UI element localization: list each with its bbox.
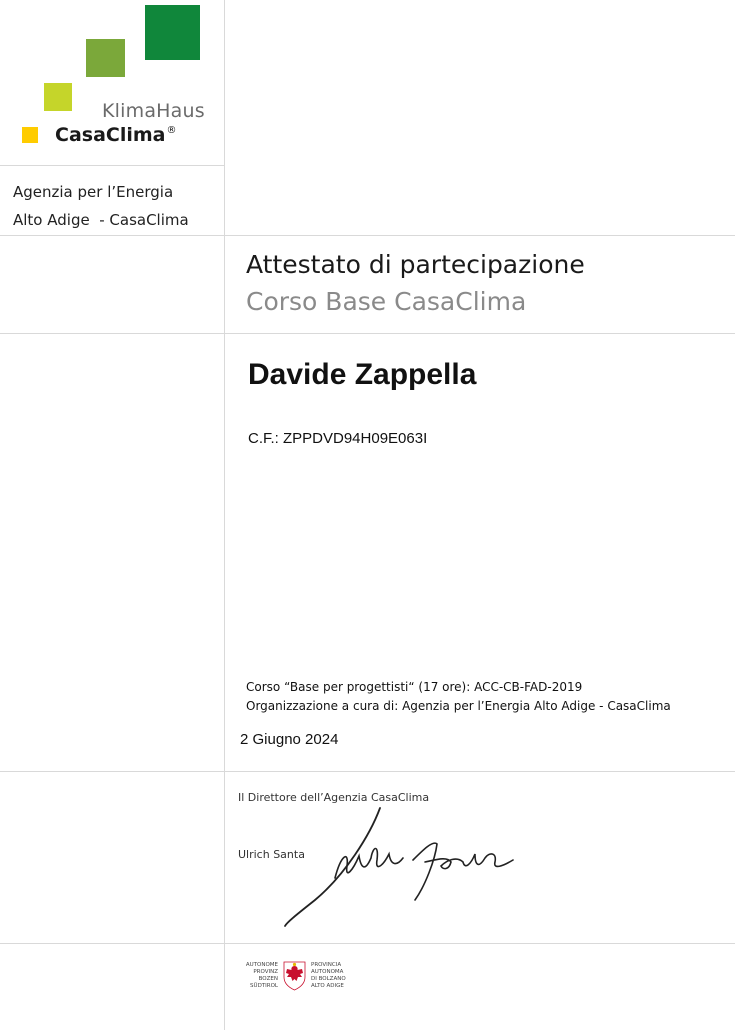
participant-name: Davide Zappella xyxy=(248,358,477,391)
column-divider xyxy=(224,0,225,1030)
row-divider xyxy=(0,333,735,334)
logo-klimahaus-text: KlimaHaus xyxy=(102,100,205,122)
signer-name: Ulrich Santa xyxy=(238,848,305,861)
handwritten-signature xyxy=(275,800,525,930)
logo-casaclima-text: CasaClima® xyxy=(55,124,177,146)
row-divider xyxy=(0,771,735,772)
certificate-title: Attestato di partecipazione xyxy=(246,250,585,279)
logo-square-lime xyxy=(44,83,72,111)
agency-name xyxy=(13,178,189,234)
course-line-2: Organizzazione a cura di: Agenzia per l’Energia Alto Adige - CasaClima xyxy=(246,699,671,713)
logo-divider xyxy=(0,165,224,166)
row-divider xyxy=(0,235,735,236)
course-details xyxy=(246,678,671,716)
logo-square-green xyxy=(86,39,125,77)
province-name-german: AUTONOME PROVINZ BOZEN SÜDTIROL xyxy=(245,962,278,989)
province-name-italian: PROVINCIA AUTONOMA DI BOLZANO ALTO ADIGE xyxy=(311,962,346,989)
certificate-subtitle: Corso Base CasaClima xyxy=(246,287,527,316)
tax-code: C.F.: ZPPDVD94H09E063I xyxy=(248,430,428,447)
agency-line-1: Agenzia per l’Energia xyxy=(13,183,174,201)
agency-line-2: Alto Adige - CasaClima xyxy=(13,211,189,229)
logo-square-yellow xyxy=(22,127,38,143)
logo-square-dark-green xyxy=(145,5,200,60)
certificate-date: 2 Giugno 2024 xyxy=(240,731,339,748)
director-title: Il Direttore dell’Agenzia CasaClima xyxy=(238,791,430,804)
row-divider xyxy=(0,943,735,944)
eagle-coat-of-arms-icon xyxy=(282,960,307,991)
course-line-1: Corso “Base per progettisti“ (17 ore): ACC-CB-FAD-2019 xyxy=(246,680,583,694)
